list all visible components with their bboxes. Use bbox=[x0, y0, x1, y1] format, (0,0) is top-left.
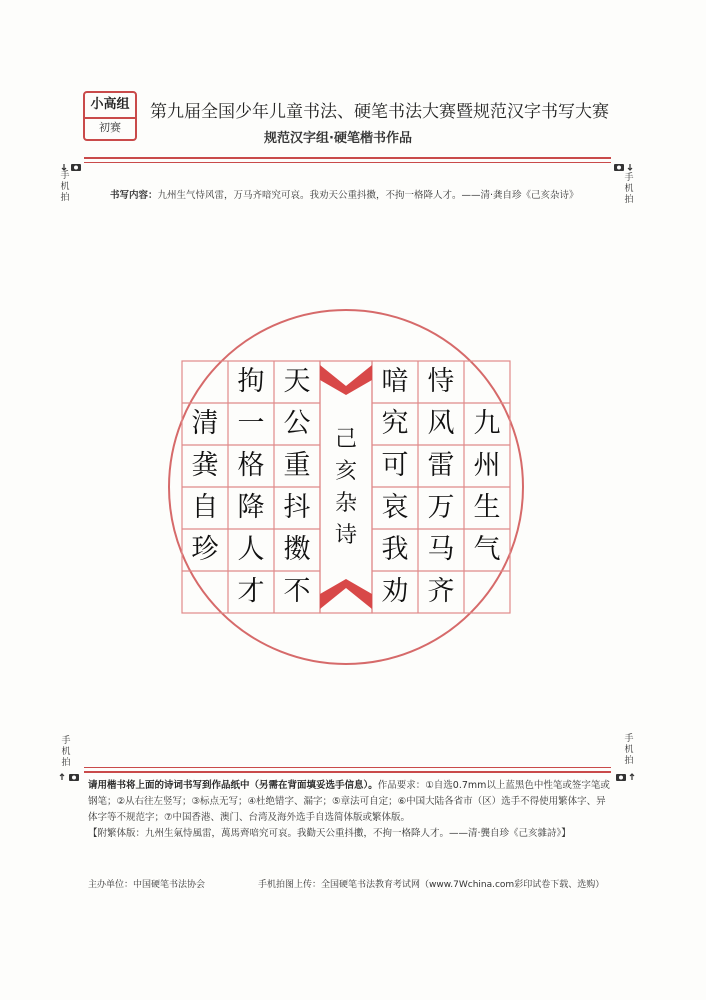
grid-char: 公 bbox=[283, 408, 311, 439]
badge-group-label: 小高组 bbox=[85, 93, 135, 119]
grid-char: 气 bbox=[473, 534, 501, 565]
grid-char: 马 bbox=[427, 534, 455, 565]
grid-char: 生 bbox=[473, 492, 501, 523]
grid-char: 喑 bbox=[381, 366, 409, 397]
grid-char: 一 bbox=[237, 408, 265, 439]
grid-char: 九 bbox=[473, 408, 501, 439]
footer-rule bbox=[84, 771, 611, 773]
side-note-bottom-right: 手 机 拍 bbox=[624, 734, 634, 766]
contest-subtitle: 规范汉字组·硬笔楷书作品 bbox=[264, 131, 412, 146]
upload-info: 手机拍图上传：全国硬笔书法教育考试网（www.7Wchina.com彩印试卷下载、选购） bbox=[258, 880, 605, 890]
grid-char: 自 bbox=[191, 492, 219, 523]
requirements-block bbox=[88, 778, 613, 842]
grid-char: 清 bbox=[191, 408, 219, 439]
organizer: 主办单位：中国硬笔书法协会 bbox=[88, 880, 206, 890]
traditional-version: 【附繁体版：九州生氣恃風雷，萬馬齊喑究可哀。我勸天公重抖擻，不拘一格降人才。——清·龔自珍《己亥雜詩》】 bbox=[88, 828, 571, 839]
badge-stage-label: 初赛 bbox=[99, 121, 121, 134]
footer-rule-thin bbox=[84, 767, 611, 768]
requirements-lead: 请用楷书将上面的诗词书写到作品纸中（另需在背面填妥选手信息）。 bbox=[88, 780, 378, 791]
grid-char: 究 bbox=[381, 408, 409, 439]
grid-char: 珍 bbox=[191, 534, 219, 565]
grid-char: 我 bbox=[381, 534, 409, 565]
poem-title-char: 己 bbox=[334, 427, 357, 452]
grid-char: 重 bbox=[283, 450, 311, 481]
side-note-top-left: 手 机 拍 bbox=[60, 171, 70, 203]
grid-char: 万 bbox=[427, 492, 455, 523]
grid-char: 抖 bbox=[283, 492, 311, 523]
grid-char: 齐 bbox=[427, 576, 455, 607]
writing-content-text: 九州生气恃风雷，万马齐喑究可哀。我劝天公重抖擞，不拘一格降人才。——清·龚自珍《己亥杂诗》 bbox=[157, 190, 579, 201]
requirements-body: 作品要求：①自选0.7mm以上蓝黑色中性笔或签字笔或钢笔；②从右往左竖写；③标点无写；④杜绝错字、漏字；⑤章法可自定；⑥中国大陆各省市（区）选手不得使用繁体字、异体字等不规范字；⑦中国香港、澳门、台湾及海外选手自选简体版或繁体版。 bbox=[88, 780, 610, 823]
grid-char: 擞 bbox=[283, 534, 311, 565]
side-note-bottom-left: 手 机 拍 bbox=[61, 736, 71, 768]
camera-icon bbox=[615, 767, 637, 777]
grid-char: 州 bbox=[473, 450, 501, 481]
grid-char: 雷 bbox=[427, 450, 455, 481]
grid-char: 可 bbox=[381, 450, 409, 481]
poem-title-char: 亥 bbox=[334, 459, 357, 484]
grid-char: 风 bbox=[427, 408, 455, 439]
grid-char: 恃 bbox=[427, 366, 455, 397]
contest-title: 第九届全国少年儿童书法、硬笔书法大赛暨规范汉字书写大赛 bbox=[150, 102, 609, 122]
grid-char: 人 bbox=[237, 534, 265, 565]
grid-char: 降 bbox=[237, 492, 265, 523]
grid-char: 天 bbox=[283, 366, 311, 397]
grid-char: 格 bbox=[237, 450, 265, 481]
camera-icon bbox=[59, 767, 81, 777]
grid-char: 才 bbox=[237, 576, 265, 607]
side-note-top-right: 手 机 拍 bbox=[624, 173, 634, 205]
grid-char: 不 bbox=[283, 576, 311, 607]
grid-char: 龚 bbox=[191, 450, 219, 481]
grid-char: 拘 bbox=[237, 366, 265, 397]
grid-char: 劝 bbox=[381, 576, 409, 607]
poem-title-char: 杂 bbox=[334, 491, 357, 516]
poem-title-char: 诗 bbox=[334, 523, 357, 548]
writing-content-label: 书写内容： bbox=[110, 190, 158, 201]
grid-char: 哀 bbox=[381, 492, 409, 523]
